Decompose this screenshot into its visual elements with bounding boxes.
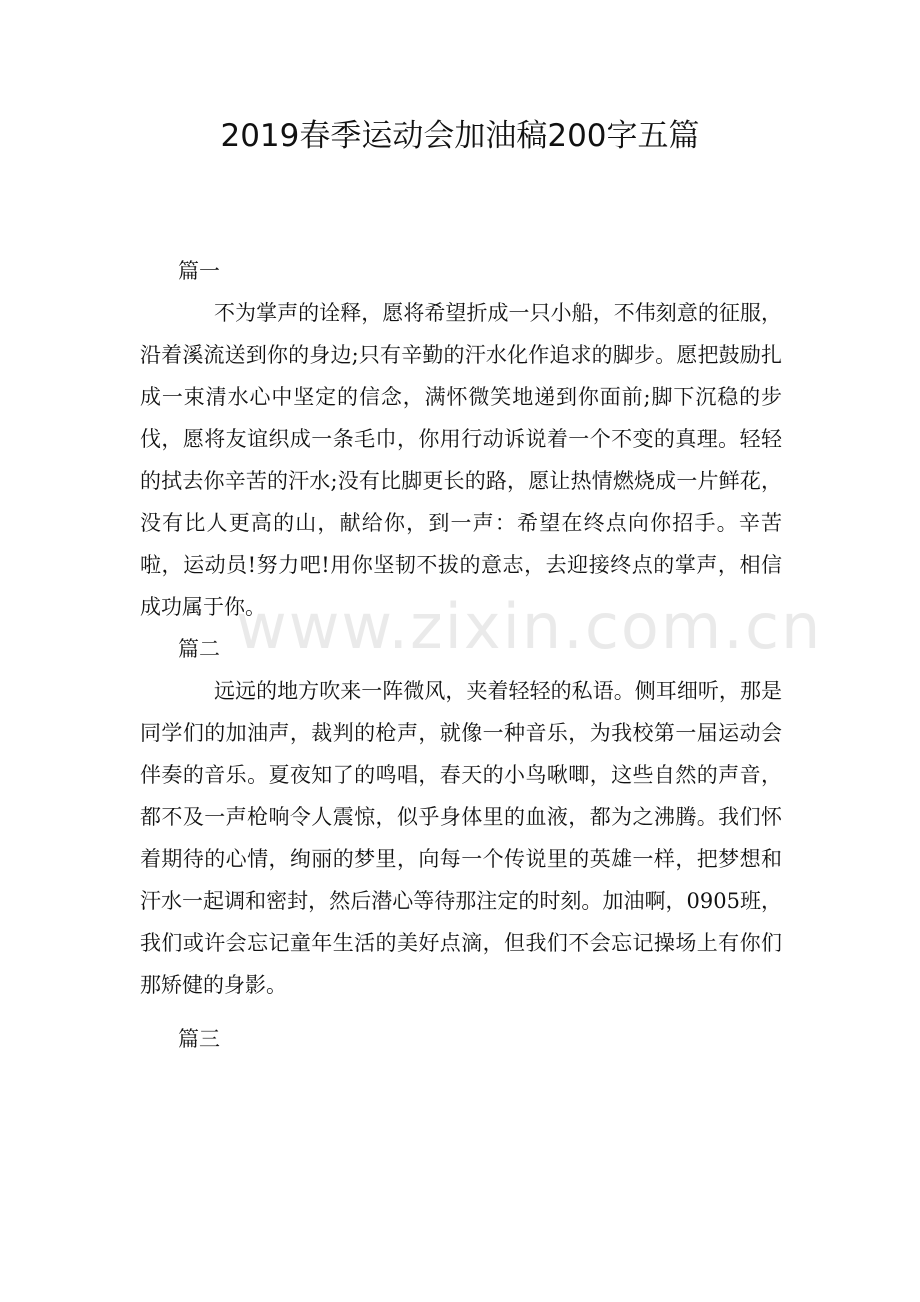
section-3 [140, 1018, 782, 1060]
section-heading: 篇三 [178, 1027, 220, 1051]
section-heading: 篇二 [178, 637, 220, 661]
section-paragraph: 远远的地方吹来一阵微风，夹着轻轻的私语。侧耳细听，那是同学们的加油声，裁判的枪声，就像一种音乐，为我校第一届运动会伴奏的音乐。夏夜知了的鸣唱，春天的小鸟啾唧，这些自然的声音，都不及一声枪响令人震惊，似乎身体里的血液，都为之沸腾。我们怀着期待的心情，绚丽的梦里，向每一个传说里的英雄一样，把梦想和汗水一起调和密封，然后潜心等待那注定的时刻。加油啊，0905班，我们或许会忘记童年生活的美好点滴，但我们不会忘记操场上有你们那矫健的身影。 [140, 679, 782, 997]
section-heading: 篇一 [178, 259, 220, 283]
section-paragraph: 不为掌声的诠释，愿将希望折成一只小船，不伟刻意的征服，沿着溪流送到你的身边;只有辛勤的汗水化作追求的脚步。愿把鼓励扎成一束清水心中坚定的信念，满怀微笑地递到你面前;脚下沉稳的步伐，愿将友谊织成一条毛巾，你用行动诉说着一个不变的真理。轻轻的拭去你辛苦的汗水;没有比脚更长的路，愿让热情燃烧成一片鲜花，没有比人更高的山，献给你，到一声：希望在终点向你招手。辛苦啦，运动员!努力吧!用你坚韧不拔的意志，去迎接终点的掌声，相信成功属于你。 [140, 301, 782, 619]
section-spacer [140, 1006, 782, 1018]
document-title: 2019春季运动会加油稿200字五篇 [220, 118, 700, 154]
section-2 [140, 628, 782, 1006]
section-1 [140, 250, 782, 628]
document-body [140, 250, 782, 1060]
watermark: www.zixin.com.cn [236, 590, 823, 663]
